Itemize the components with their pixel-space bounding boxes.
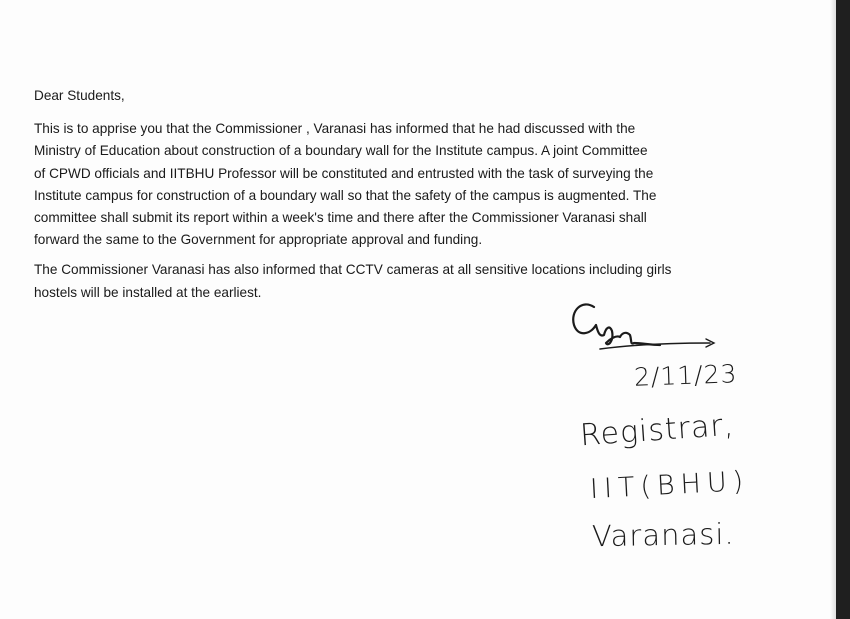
paragraph-line: Institute campus for construction of a boundary wall so that the safety of the campus is augmented. The xyxy=(34,187,657,203)
paragraph-line: Ministry of Education about construction of a boundary wall for the Institute campus. A joint Committee xyxy=(34,143,648,159)
handwritten-signature xyxy=(560,285,740,365)
paragraph-line: hostels will be installed at the earliest. xyxy=(34,284,262,300)
signature-designation: Registrar, xyxy=(578,407,736,454)
dark-border-strip xyxy=(836,0,850,619)
paragraph-line: of CPWD officials and IITBHU Professor will be constituted and entrusted with the task of surveying the xyxy=(34,165,654,181)
paragraph-line: The Commissioner Varanasi has also informed that CCTV cameras at all sensitive locations including girls xyxy=(34,262,672,278)
letter-body xyxy=(34,85,804,312)
paragraph-line: committee shall submit its report within a week's time and there after the Commissioner Varanasi shall xyxy=(34,210,647,226)
paragraph-boundary-wall xyxy=(34,118,804,251)
signature-institution: IIT(BHU) xyxy=(589,465,750,506)
paragraph-line: This is to apprise you that the Commissioner , Varanasi has informed that he had discussed with the xyxy=(34,121,636,137)
paragraph-line: forward the same to the Government for appropriate approval and funding. xyxy=(34,232,483,248)
signature-city: Varanasi. xyxy=(591,516,735,554)
signature-block xyxy=(560,285,810,585)
signature-date: 2/11/23 xyxy=(633,359,738,392)
salutation: Dear Students, xyxy=(34,88,125,103)
